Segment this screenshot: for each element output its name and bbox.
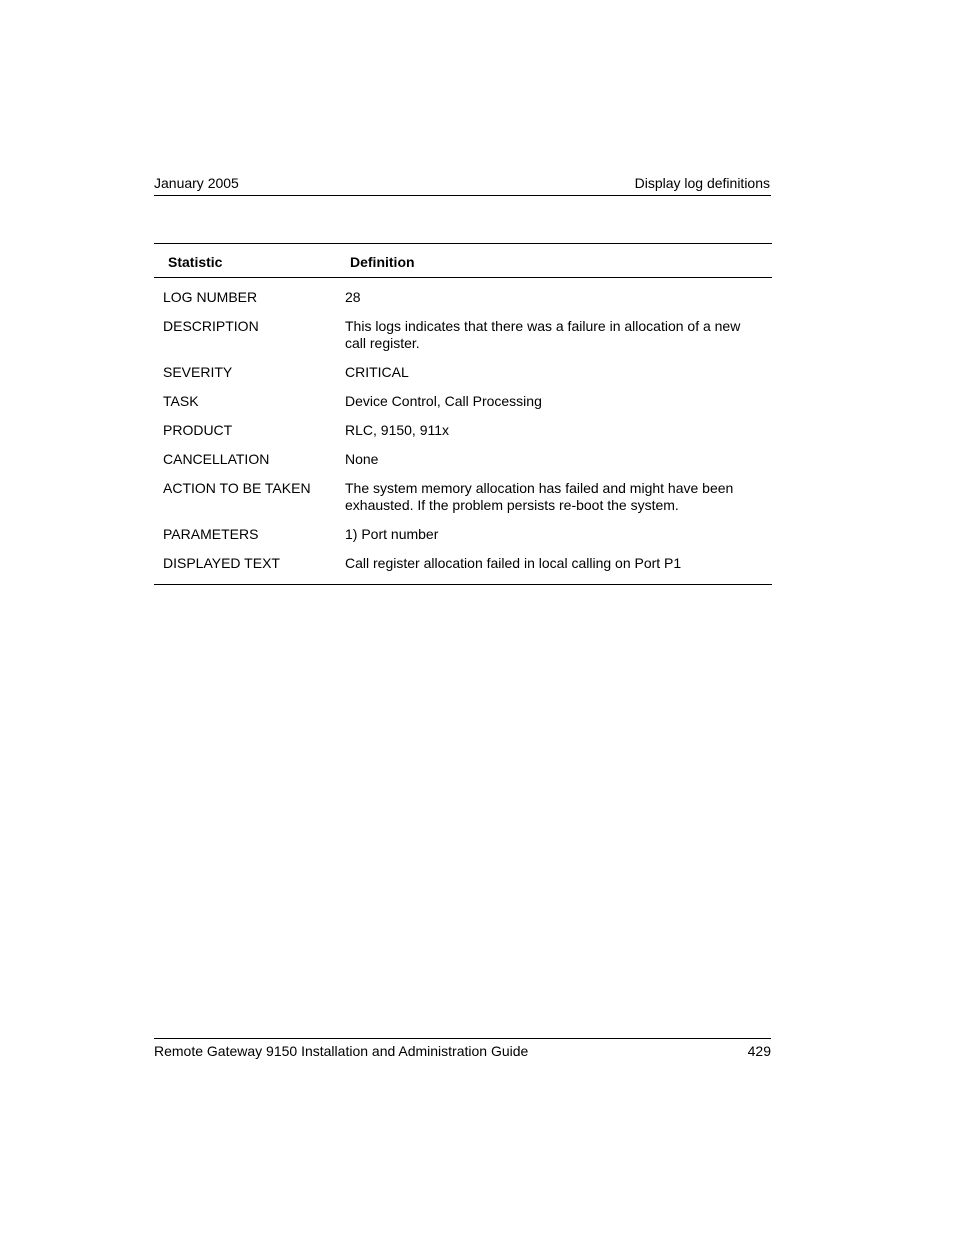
header-date: January 2005 [154,175,239,191]
page-header [154,175,771,196]
row-statistic: DESCRIPTION [163,318,259,334]
row-definition: RLC, 9150, 911x [345,422,450,438]
page-number: 429 [747,1043,771,1059]
row-statistic: DISPLAYED TEXT [163,555,280,571]
table-row [154,283,772,312]
table-header-row [154,244,772,278]
row-statistic: ACTION TO BE TAKEN [163,480,311,496]
table-row [154,387,772,416]
column-header-definition: Definition [350,254,415,270]
row-definition: 28 [345,289,361,305]
table-row [154,416,772,445]
row-definition: Device Control, Call Processing [345,393,542,409]
page-footer [154,1038,771,1059]
row-statistic: LOG NUMBER [163,289,258,305]
row-statistic: PARAMETERS [163,526,259,542]
table-row [154,520,772,549]
table-row [154,445,772,474]
row-definition: The system memory allocation has failed and might have been exhausted. If the problem persists re-boot the system. [345,480,734,513]
row-definition: None [345,451,379,467]
footer-guide-title: Remote Gateway 9150 Installation and Administration Guide [154,1043,529,1059]
column-header-statistic: Statistic [168,254,223,270]
table-row [154,312,772,358]
row-definition: CRITICAL [345,364,409,380]
row-definition: 1) Port number [345,526,439,542]
row-statistic: PRODUCT [163,422,233,438]
header-section-title: Display log definitions [634,175,770,191]
table-row [154,549,772,578]
table-row [154,474,772,520]
row-definition: Call register allocation failed in local calling on Port P1 [345,555,682,571]
row-statistic: SEVERITY [163,364,233,380]
table-row [154,358,772,387]
row-definition: This logs indicates that there was a failure in allocation of a new call register. [345,318,741,351]
log-definition-table [154,243,772,585]
row-statistic: CANCELLATION [163,451,270,467]
row-statistic: TASK [163,393,199,409]
table-body [154,278,772,584]
